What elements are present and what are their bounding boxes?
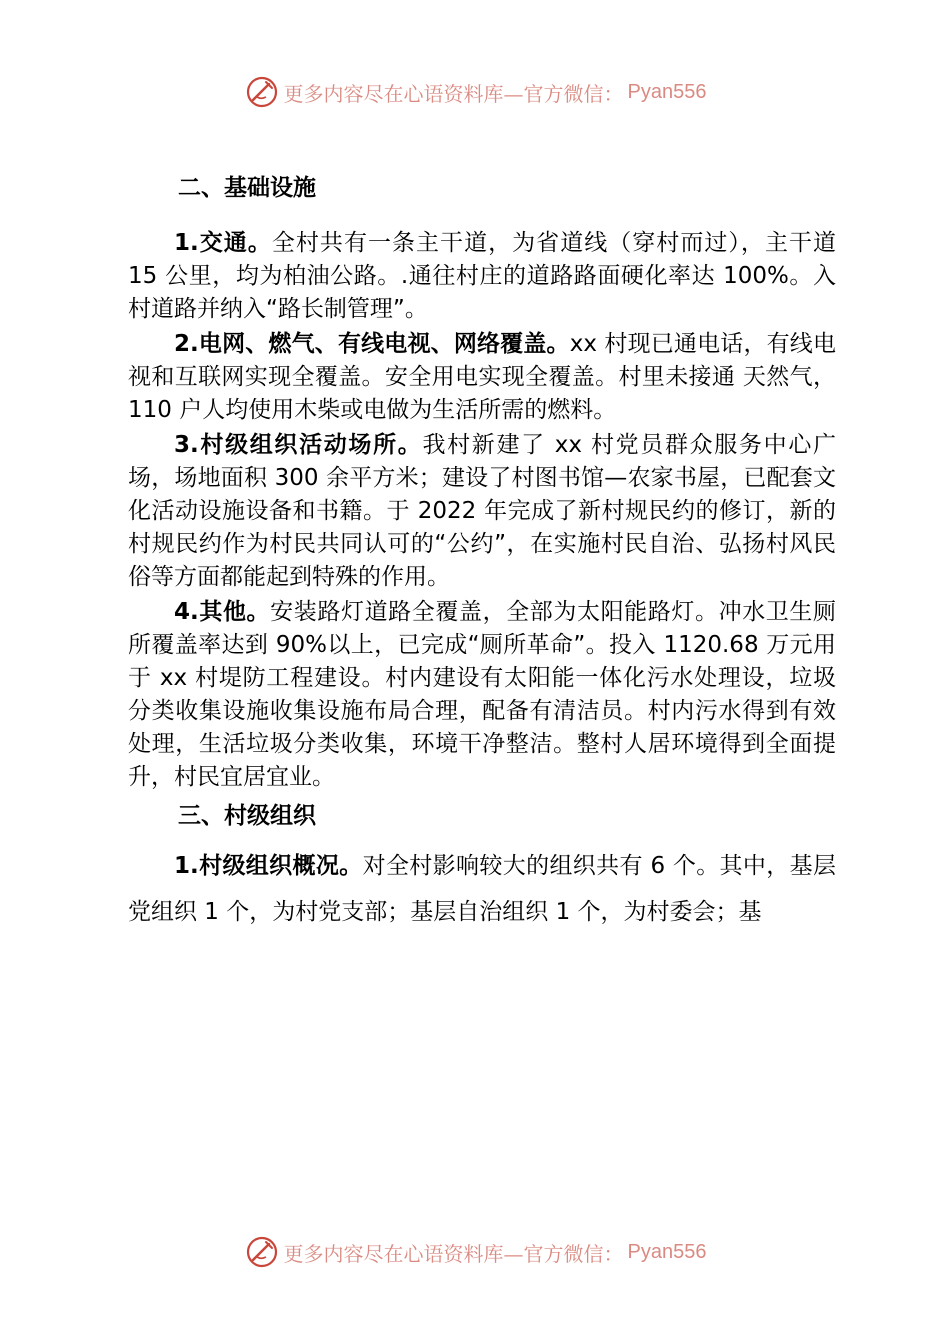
- writing-hand-icon: [244, 1234, 280, 1270]
- paragraph-body: xx 村现已通电话，有线电视和互联网实现全覆盖。安全用电实现全覆盖。村里未接通 天然气，110 户人均使用木柴或电做为生活所需的燃料。: [128, 331, 836, 423]
- paragraph-lead: 1.交通。: [174, 230, 272, 256]
- watermark-wechat-id: Pyan556: [627, 80, 707, 103]
- watermark-wechat-id: Pyan556: [627, 1240, 707, 1263]
- section-heading: 二、基础设施: [178, 175, 316, 201]
- paragraph-body: 我村新建了 xx 村党员群众服务中心广场，场地面积 300 余平方米；建设了村图书馆—农家书屋，已配套文化活动设施设备和书籍。于 2022 年完成了新村规民约的修订，新的村规民约作为村民共同认可的“公约”，在实施村民自治、弘扬村风民俗等方面都能起到特殊的作用。: [128, 432, 836, 590]
- paragraph-lead: 2.电网、燃气、有线电视、网络覆盖。: [174, 331, 570, 357]
- paragraph: [128, 596, 836, 794]
- paragraph: [128, 843, 836, 935]
- section-heading: 三、村级组织: [178, 803, 316, 829]
- paragraph-body: 全村共有一条主干道，为省道线（穿村而过），主干道 15 公里，均为柏油公路。.通往村庄的道路路面硬化率达 100%。入村道路并纳入“路长制管理”。: [128, 230, 836, 322]
- paragraph-body: 安装路灯道路全覆盖，全部为太阳能路灯。冲水卫生厕所覆盖率达到 90%以上，已完成“厕所革命”。投入 1120.68 万元用于 xx 村堤防工程建设。村内建设有太阳能一体化污水处理设，垃圾分类收集设施收集设施布局合理，配备有清洁员。村内污水得到有效处理，生活垃圾分类收集，环境干净整洁。整村人居环境得到全面提升，村民宜居宜业。: [128, 599, 836, 790]
- writing-hand-icon: [244, 74, 280, 110]
- paragraph-body: 对全村影响较大的组织共有 6 个。其中，基层党组织 1 个，为村党支部；基层自治组织 1 个，为村委会；基: [128, 853, 836, 925]
- paragraph: [128, 227, 836, 326]
- watermark-text: 更多内容尽在心语资料库—官方微信：: [283, 81, 624, 106]
- footer-watermark: [0, 1232, 950, 1272]
- paragraph-lead: 1.村级组织概况。: [174, 853, 363, 879]
- paragraph: [128, 328, 836, 427]
- paragraph: [128, 429, 836, 594]
- watermark-text: 更多内容尽在心语资料库—官方微信：: [283, 1241, 624, 1266]
- paragraph-lead: 4.其他。: [174, 599, 271, 625]
- document-body: [128, 172, 836, 937]
- paragraph-lead: 3.村级组织活动场所。: [174, 432, 423, 458]
- header-watermark: [0, 72, 950, 112]
